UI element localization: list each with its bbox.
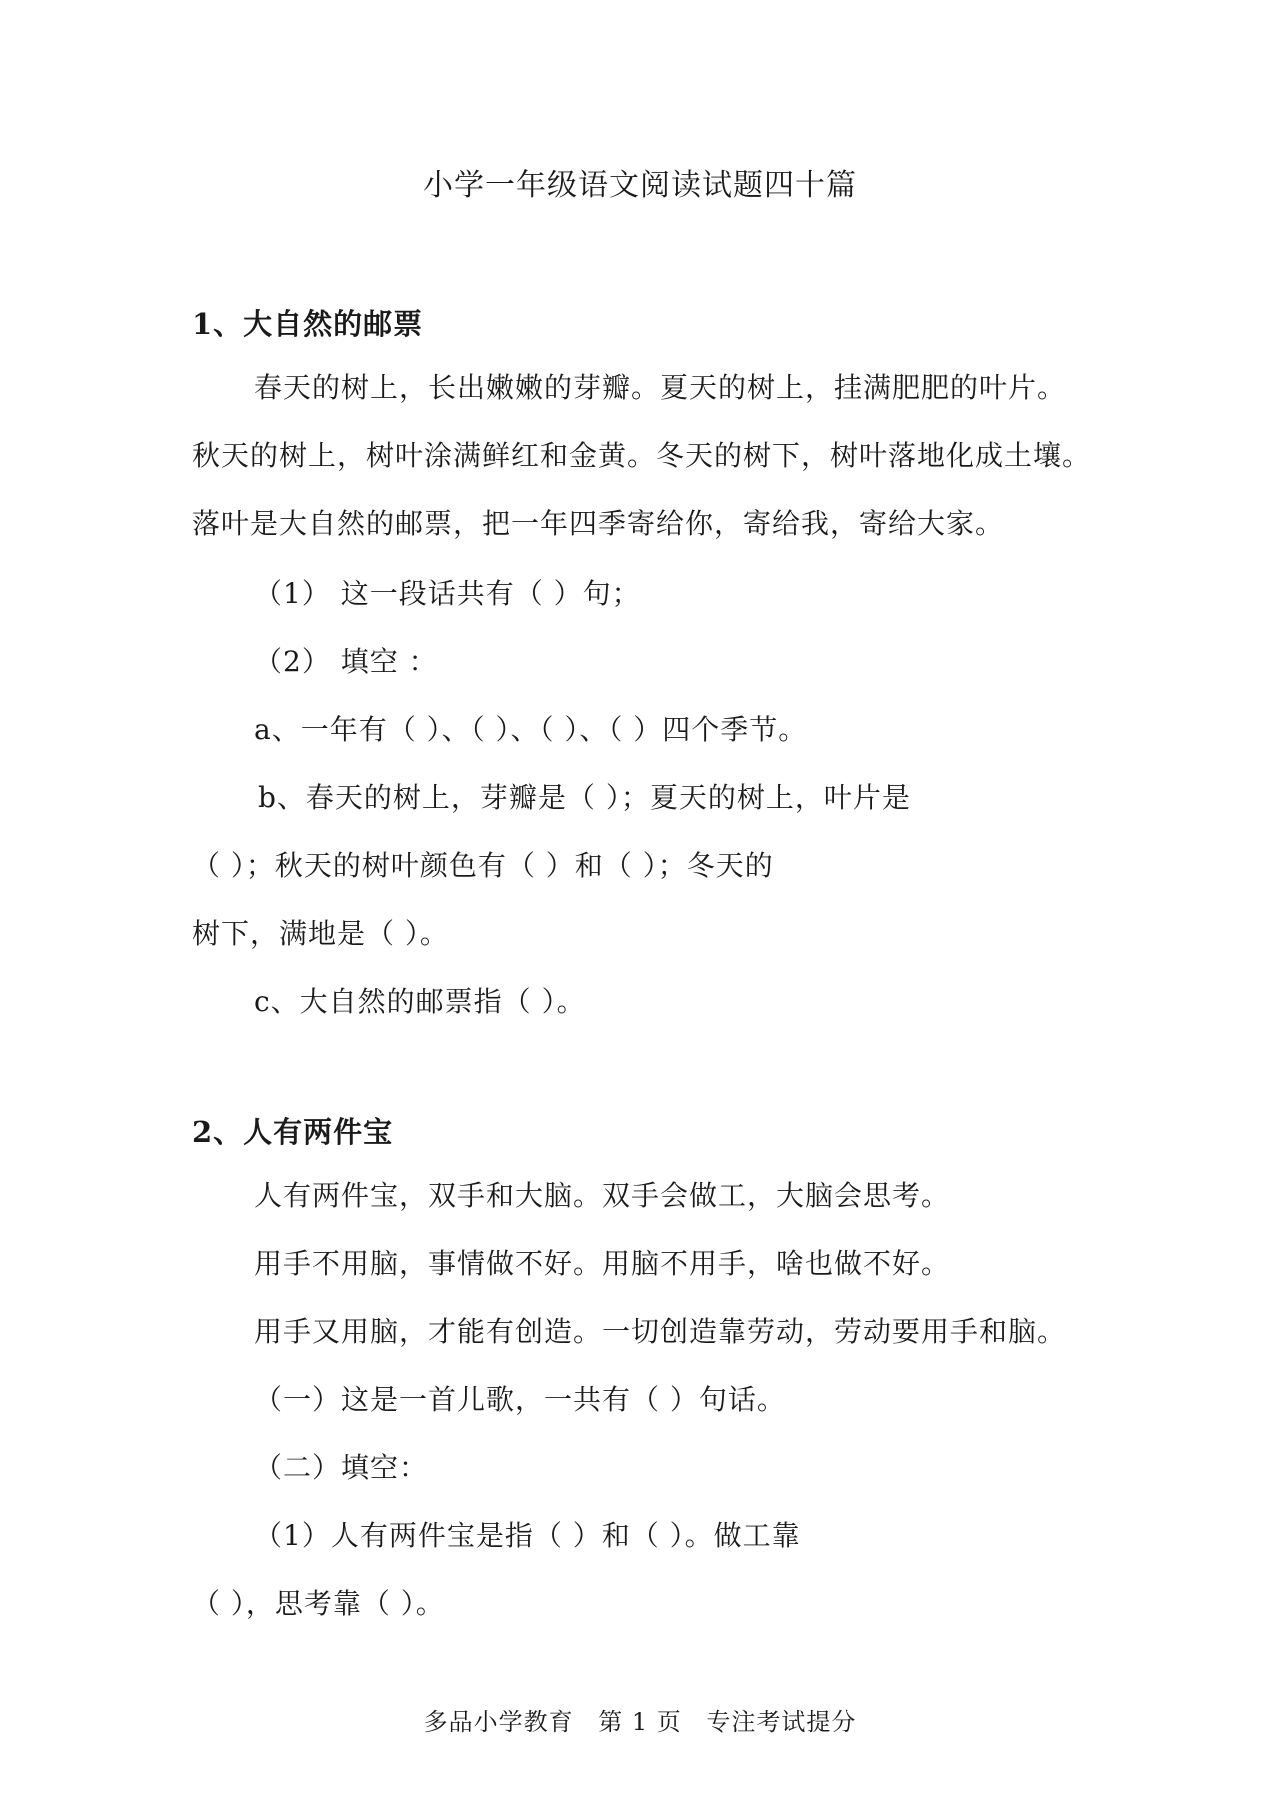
section1-question-b-line-1: b、春天的树上，芽瓣是（ ）；夏天的树上，叶片是	[258, 781, 911, 814]
section2-question-3-line-1: （1）人有两件宝是指（ ）和（ ）。做工靠	[254, 1519, 801, 1552]
section1-para-line-3: 落叶是大自然的邮票，把一年四季寄给你，寄给我，寄给大家。	[192, 507, 1005, 540]
footer-page-number: 第 1 页	[598, 1708, 682, 1736]
section2-poem-line-1: 人有两件宝，双手和大脑。双手会做工，大脑会思考。	[254, 1179, 951, 1212]
page-footer	[0, 1702, 1280, 1742]
section1-question-b-line-2: （ ）；秋天的树叶颜色有（ ）和（ ）；冬天的	[192, 849, 774, 882]
document-title: 小学一年级语文阅读试题四十篇	[423, 168, 857, 203]
section1-question-c: c、大自然的邮票指（ ）。	[254, 985, 586, 1018]
section1-question-2: （2） 填空 ：	[254, 645, 438, 678]
section1-heading: 1、大自然的邮票	[192, 307, 424, 341]
section2-poem-line-2: 用手不用脑，事情做不好。用脑不用手，啥也做不好。	[254, 1247, 951, 1280]
footer-brand: 多品小学教育	[423, 1708, 574, 1736]
section1-para-line-2: 秋天的树上，树叶涂满鲜红和金黄。冬天的树下，树叶落地化成土壤。	[192, 439, 1092, 472]
footer-slogan: 专注考试提分	[706, 1708, 857, 1736]
section2-question-2: （二）填空：	[254, 1451, 429, 1484]
section1-question-b-line-3: 树下，满地是（ ）。	[192, 917, 449, 950]
section1-para-line-1: 春天的树上，长出嫩嫩的芽瓣。夏天的树上，挂满肥肥的叶片。	[254, 371, 1067, 404]
section2-heading: 2、人有两件宝	[192, 1115, 394, 1149]
section2-question-1: （一）这是一首儿歌，一共有（ ）句话。	[254, 1383, 786, 1416]
section1-question-1: （1） 这一段话共有（ ）句；	[254, 577, 641, 610]
section2-question-3-line-2: （ ），思考靠（ ）。	[192, 1587, 445, 1620]
section2-poem-line-3: 用手又用脑，才能有创造。一切创造靠劳动，劳动要用手和脑。	[254, 1315, 1067, 1348]
section1-question-a: a、一年有（ ）、（ ）、（ ）、（ ）四个季节。	[254, 713, 808, 746]
